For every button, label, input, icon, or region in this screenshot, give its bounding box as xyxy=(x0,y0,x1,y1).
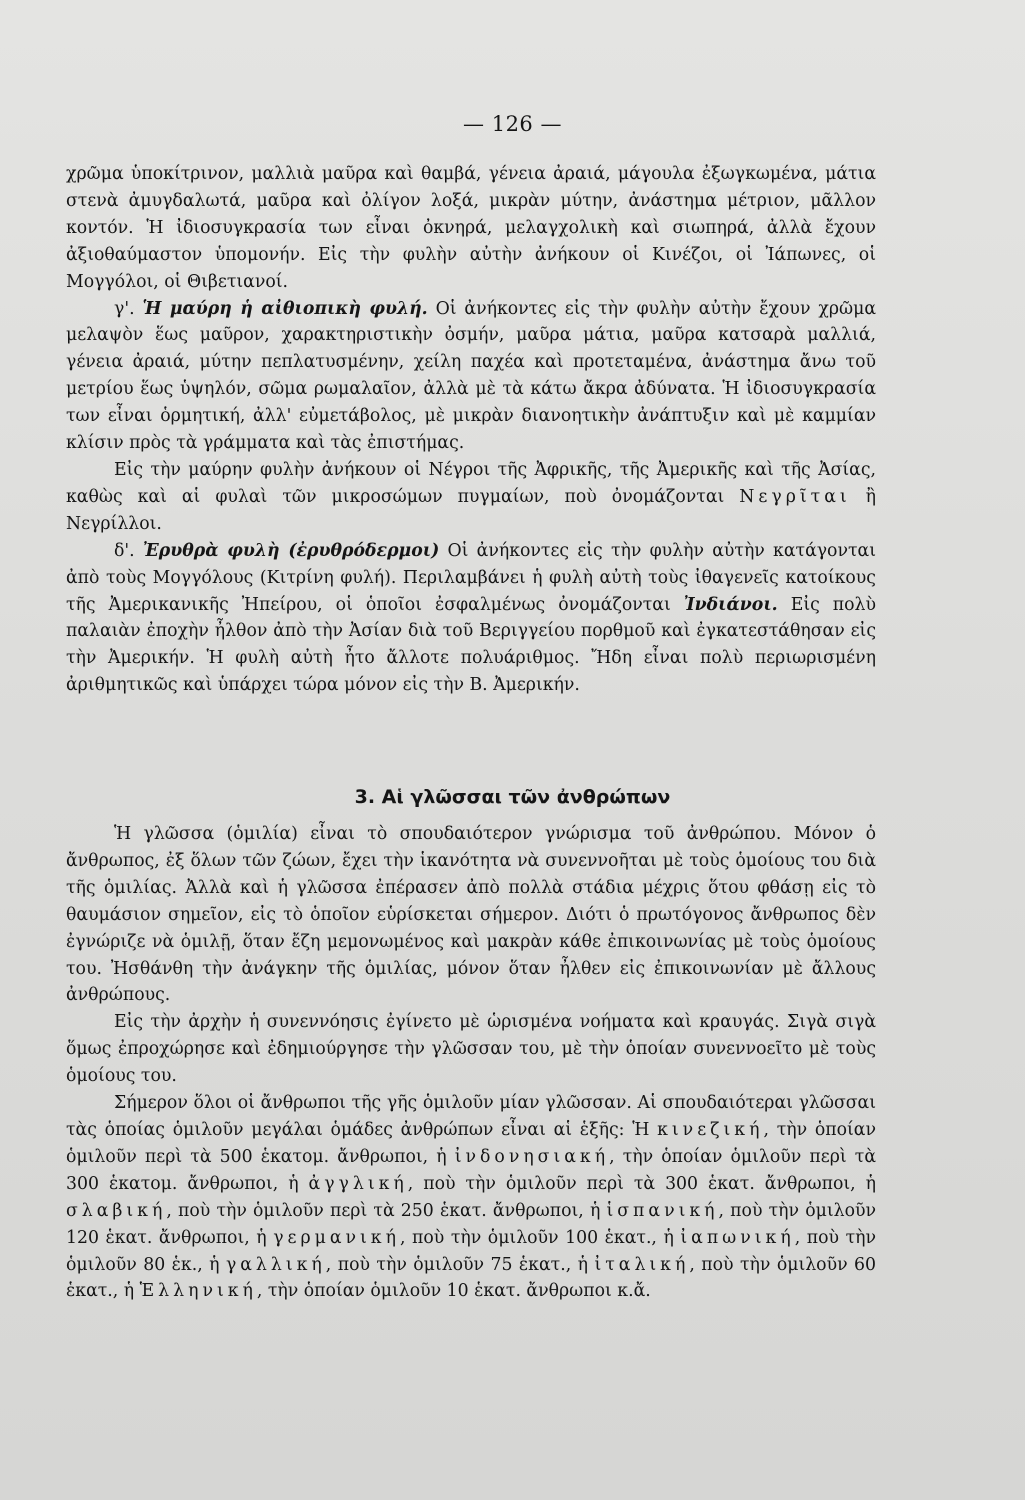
page-number: — 126 — xyxy=(463,112,562,136)
subsection-title-black-race: Ἡ μαύρη ἡ αἰθιοπικὴ φυλή. xyxy=(142,298,428,319)
paragraph-yellow-race: χρῶμα ὑποκίτρινον, μαλλιὰ μαῦρα καὶ θαμβά, γένεια ἀραιά, μάγουλα ἐξωγκωμένα, μάτια στενὰ ἀμυγδαλωτά, μαῦρα καὶ ὀλίγον λοξά, μικρὰν μύτην, ἀνάστημα μέτριον, μᾶλλον κοντόν. Ἡ ἰδιοσυγκρασία των εἶναι ὀκνηρά, μελαγχολικὴ καὶ σιωπηρά, ἀλλὰ ἔχουν ἀξιοθαύμαστον ὑπομονήν. Εἰς τὴν φυλὴν αὐτὴν ἀνήκουν οἱ Κινέζοι, οἱ Ἰάπωνες, οἱ Μογγόλοι, οἱ Θιβετιανοί. xyxy=(66,164,876,292)
language-name: γερμανική xyxy=(273,1227,400,1248)
paragraph-text: Οἱ ἀνήκοντες εἰς τὴν φυλὴν αὐτὴν ἔχουν χρῶμα μελαψὸν ἕως μαῦρον, χαρακτηριστικὴν ὀσμήν, μαῦρα μάτια, μαῦρα κατσαρὰ μαλλιά, γένεια ἀραιά, μύτην πεπλατυσμένην, χείλη παχέα καὶ προτεταμένα, ἀνάστημα ἄνω τοῦ μετρίου ἕως ὑψηλόν, σῶμα ρωμαλαῖον, ἀλλὰ μὲ τὰ κάτω ἄκρα ἀδύνατα. Ἡ ἰδιοσυγκρασία των εἶναι ὁρμητική, ἀλλ' εὐμετάβολος, μὲ μικρὰν διανοητικὴν ἀνάπτυξιν καὶ μὲ καμμίαν κλίσιν πρὸς τὰ γράμματα καὶ τὰς ἐπιστήμας. xyxy=(66,298,876,454)
paragraph-text: , ποὺ τὴν ὁμιλοῦν 100 ἑκατ., ἡ xyxy=(399,1227,681,1248)
paragraph-text: , ποὺ τὴν ὁμιλοῦν 120 ἑκατ. ἄνθρωποι, ἡ xyxy=(66,1200,876,1248)
paragraph-text: Εἰς πολὺ παλαιὰν ἐποχὴν ἦλθον ἀπὸ τὴν Ἀσίαν διὰ τοῦ Βεριγγείου πορθμοῦ καὶ ἐγκατεστάθησαν εἰς τὴν Ἀμερικήν. Ἡ φυλὴ αὐτὴ ἦτο ἄλλοτε πολυάριθμος. Ἤδη εἶναι πολὺ περιωρισμένη ἀριθμητικῶς καὶ ὑπάρχει τώρα μόνον εἰς τὴν Β. Ἀμερικήν. xyxy=(66,594,876,696)
paragraph-negroes xyxy=(66,457,876,538)
paragraph-text: , ποὺ τὴν ὁμιλοῦν 80 ἑκ., ἡ xyxy=(66,1227,876,1275)
paragraph-text: , ποὺ τὴν ὁμιλοῦν 75 ἑκατ., ἡ xyxy=(325,1254,595,1275)
paragraph-languages-list xyxy=(66,1090,876,1305)
paragraph-red-race xyxy=(66,538,876,699)
language-name: ἱσπανική xyxy=(606,1200,719,1221)
paragraph-text: , τὴν ὁποίαν ὁμιλοῦν περὶ τὰ 300 ἑκατομ. ἄνθρωποι, ἡ xyxy=(66,1146,876,1194)
section-marker: γ'. xyxy=(114,298,143,319)
paragraph-language-intro: Ἡ γλῶσσα (ὁμιλία) εἶναι τὸ σπουδαιότερον γνώρισμα τοῦ ἀνθρώπου. Μόνον ὁ ἄνθρωπος, ἐξ ὅλων τῶν ζώων, ἔχει τὴν ἱκανότητα νὰ συνεννοῆται μὲ τοὺς ὁμοίους του διὰ τῆς ὁμιλίας. Ἀλλὰ καὶ ἡ γλῶσσα ἐπέρασεν ἀπὸ πολλὰ στάδια μέχρις ὅτου φθάσῃ εἰς τὸ θαυμάσιον σημεῖον, εἰς τὸ ὁποῖον εὑρίσκεται σήμερον. Διότι ὁ πρωτόγονος ἄνθρωπος δὲν ἐγνώριζε νὰ ὁμιλῇ, ὅταν ἔζη μεμονωμένος καὶ μακρὰν κάθε ἐπικοινωνίας μὲ τοὺς ὁμοίους του. Ἠσθάνθη τὴν ἀνάγκην τῆς ὁμιλίας, μόνον ὅταν ἦλθεν εἰς ἐπικοινωνίαν μὲ ἄλλους ἀνθρώπους. xyxy=(66,824,876,1006)
paragraph-text: , ποὺ τὴν ὁμιλοῦν περὶ τὰ 300 ἑκατ. ἄνθρωποι, ἡ xyxy=(407,1173,876,1194)
language-name: ἰαπωνική xyxy=(680,1227,795,1248)
text-block-races xyxy=(66,161,876,699)
language-name: ἰταλική xyxy=(594,1254,690,1275)
subsection-title-red-race: Ἐρυθρὰ φυλὴ (ἐρυθρόδερμοι) xyxy=(142,540,440,561)
paragraph-text: Σήμερον ὅλοι οἱ ἄνθρωποι τῆς γῆς ὁμιλοῦν μίαν γλῶσσαν. Αἱ σπουδαιότεραι γλῶσσαι τὰς ὁποίας ὁμιλοῦν μεγάλαι ὁμάδες ἀνθρώπων εἶναι αἱ ἑξῆς: Ἡ xyxy=(66,1093,876,1140)
term-indians: Ἰνδιάνοι. xyxy=(683,594,778,615)
paragraph-text: Οἱ ἀνήκοντες εἰς τὴν φυλὴν αὐτὴν κατάγονται ἀπὸ τοὺς Μογγόλους (Κιτρίνη φυλή). Περιλαμβάνει ἡ φυλὴ αὐτὴ τοὺς ἰθαγενεῖς κατοίκους τῆς Ἀμερικανικῆς Ἠπείρου, οἱ ὁποῖοι ἐσφαλμένως ὀνομάζονται xyxy=(66,540,876,615)
paragraph-text: , ποὺ τὴν ὁμιλοῦν 60 ἑκατ., ἡ xyxy=(66,1254,877,1302)
language-name: σλαβική xyxy=(66,1200,167,1221)
language-name: ἀγγλική xyxy=(308,1173,408,1194)
language-name: κινεζική xyxy=(657,1119,764,1140)
paragraph-language-origin: Εἰς τὴν ἀρχὴν ἡ συνεννόησις ἐγίνετο μὲ ὡρισμένα νοήματα καὶ κραυγάς. Σιγὰ σιγὰ ὅμως ἐπροχώρησε καὶ ἐδημιούργησε τὴν γλῶσσαν του, μὲ τὴν ὁποίαν συνεννοεῖτο μὲ τοὺς ὁμοίους του. xyxy=(66,1012,876,1087)
language-name: Ἑλληνική xyxy=(139,1281,257,1302)
paragraph-black-race xyxy=(66,296,876,457)
paragraph-text: , τὴν ὁποίαν ὁμιλοῦν 10 ἑκατ. ἄνθρωποι κ.ἄ. xyxy=(256,1281,651,1302)
section-marker: δ'. xyxy=(114,540,143,561)
language-name: ἰνδονησιακή xyxy=(454,1146,610,1167)
text-block-languages xyxy=(66,821,876,1305)
section-heading: 3. Αἱ γλῶσσαι τῶν ἀνθρώπων xyxy=(354,786,671,808)
paragraph-text: ἢ Νεγρίλλοι. xyxy=(66,486,876,534)
paragraph-text: , ποὺ τὴν ὁμιλοῦν περὶ τὰ 250 ἑκατ. ἄνθρωποι, ἡ xyxy=(166,1200,607,1221)
language-name: γαλλική xyxy=(225,1254,326,1275)
term-negritai: Νεγρῖται xyxy=(739,486,851,507)
paragraph-text: Εἰς τὴν μαύρην φυλὴν ἀνήκουν οἱ Νέγροι τῆς Ἀφρικῆς, τῆς Ἀμερικῆς καὶ τῆς Ἀσίας, καθὼς καὶ αἱ φυλαὶ τῶν μικροσώμων πυγμαίων, ποὺ ὀνομάζονται xyxy=(66,459,876,507)
paragraph-text: , τὴν ὁποίαν ὁμιλοῦν περὶ τὰ 500 ἑκατομ. ἄνθρωποι, ἡ xyxy=(66,1119,876,1167)
